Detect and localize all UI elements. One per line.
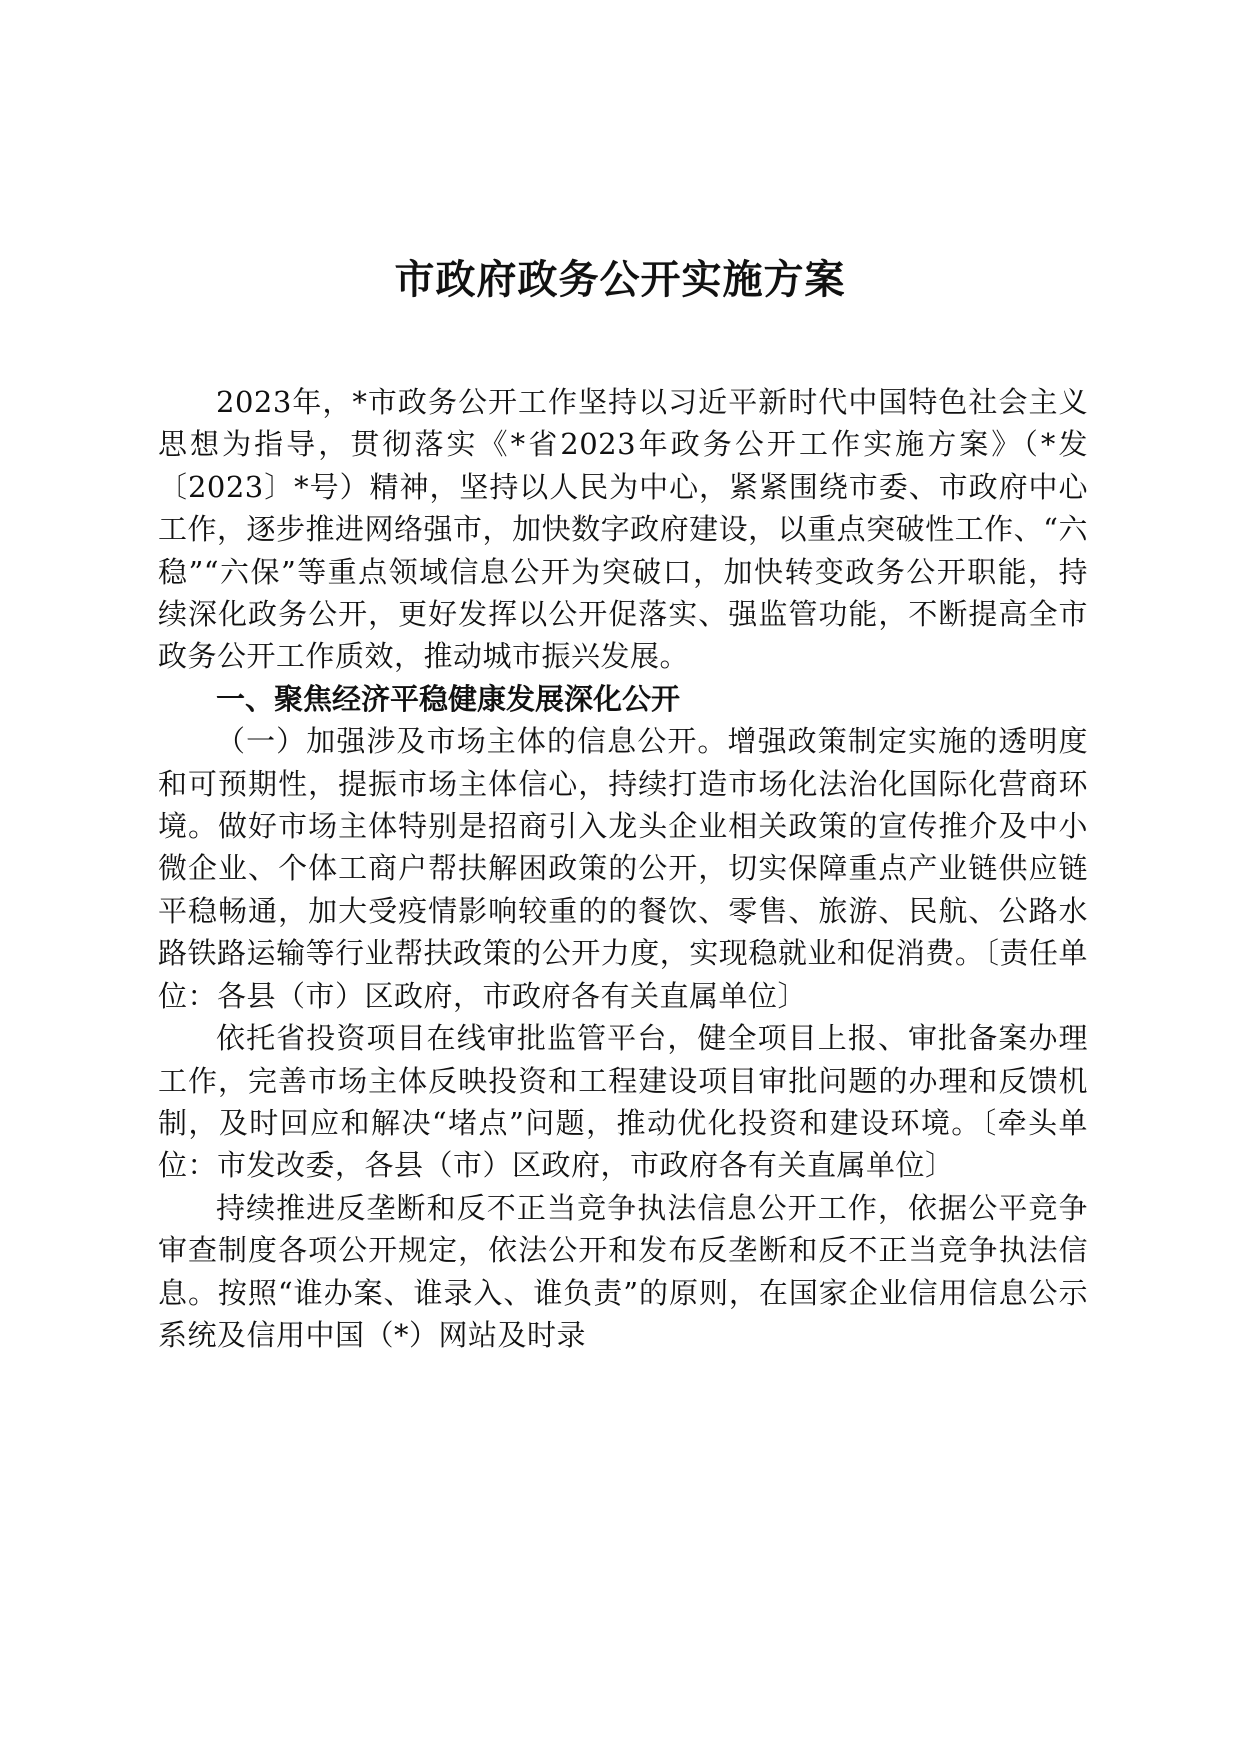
section-heading-1: 一、聚焦经济平稳健康发展深化公开 [216, 681, 681, 716]
subsection-paragraph-1: （一）加强涉及市场主体的信息公开。增强政策制定实施的透明度和可预期性，提振市场主体信心，持续打造市场化法治化国际化营商环境。做好市场主体特别是招商引入龙头企业相关政策的宣传推介及中小微企业、个体工商户帮扶解困政策的公开，切实保障重点产业链供应链平稳畅通，加大受疫情影响较重的的餐饮、零售、旅游、民航、公路水路铁路运输等行业帮扶政策的公开力度，实现稳就业和促消费。〔责任单位：各县（市）区政府，市政府各有关直属单位〕 [158, 724, 1088, 1013]
body-paragraph-antimonopoly: 持续推进反垄断和反不正当竞争执法信息公开工作，依据公平竞争审查制度各项公开规定，依法公开和发布反垄断和反不正当竞争执法信息。按照“谁办案、谁录入、谁负责”的原则，在国家企业信用信息公示系统及信用中国（*）网站及时录 [158, 1190, 1088, 1352]
body-paragraph-investment: 依托省投资项目在线审批监管平台，健全项目上报、审批备案办理工作，完善市场主体反映投资和工程建设项目审批问题的办理和反馈机制，及时回应和解决“堵点”问题，推动优化投资和建设环境。〔牵头单位：市发改委，各县（市）区政府，市政府各有关直属单位〕 [158, 1021, 1088, 1183]
document-body [158, 381, 1088, 1356]
document-title: 市政府政务公开实施方案 [394, 256, 846, 303]
intro-paragraph: 2023年，*市政务公开工作坚持以习近平新时代中国特色社会主义思想为指导，贯彻落实《*省2023年政务公开工作实施方案》（*发〔2023〕*号）精神，坚持以人民为中心，紧紧围绕市委、市政府中心工作，逐步推进网络强市，加快数字政府建设，以重点突破性工作、“六稳”“六保”等重点领域信息公开为突破口，加快转变政务公开职能，持续深化政务公开，更好发挥以公开促落实、强监管功能，不断提高全市政务公开工作质效，推动城市振兴发展。 [158, 385, 1088, 674]
